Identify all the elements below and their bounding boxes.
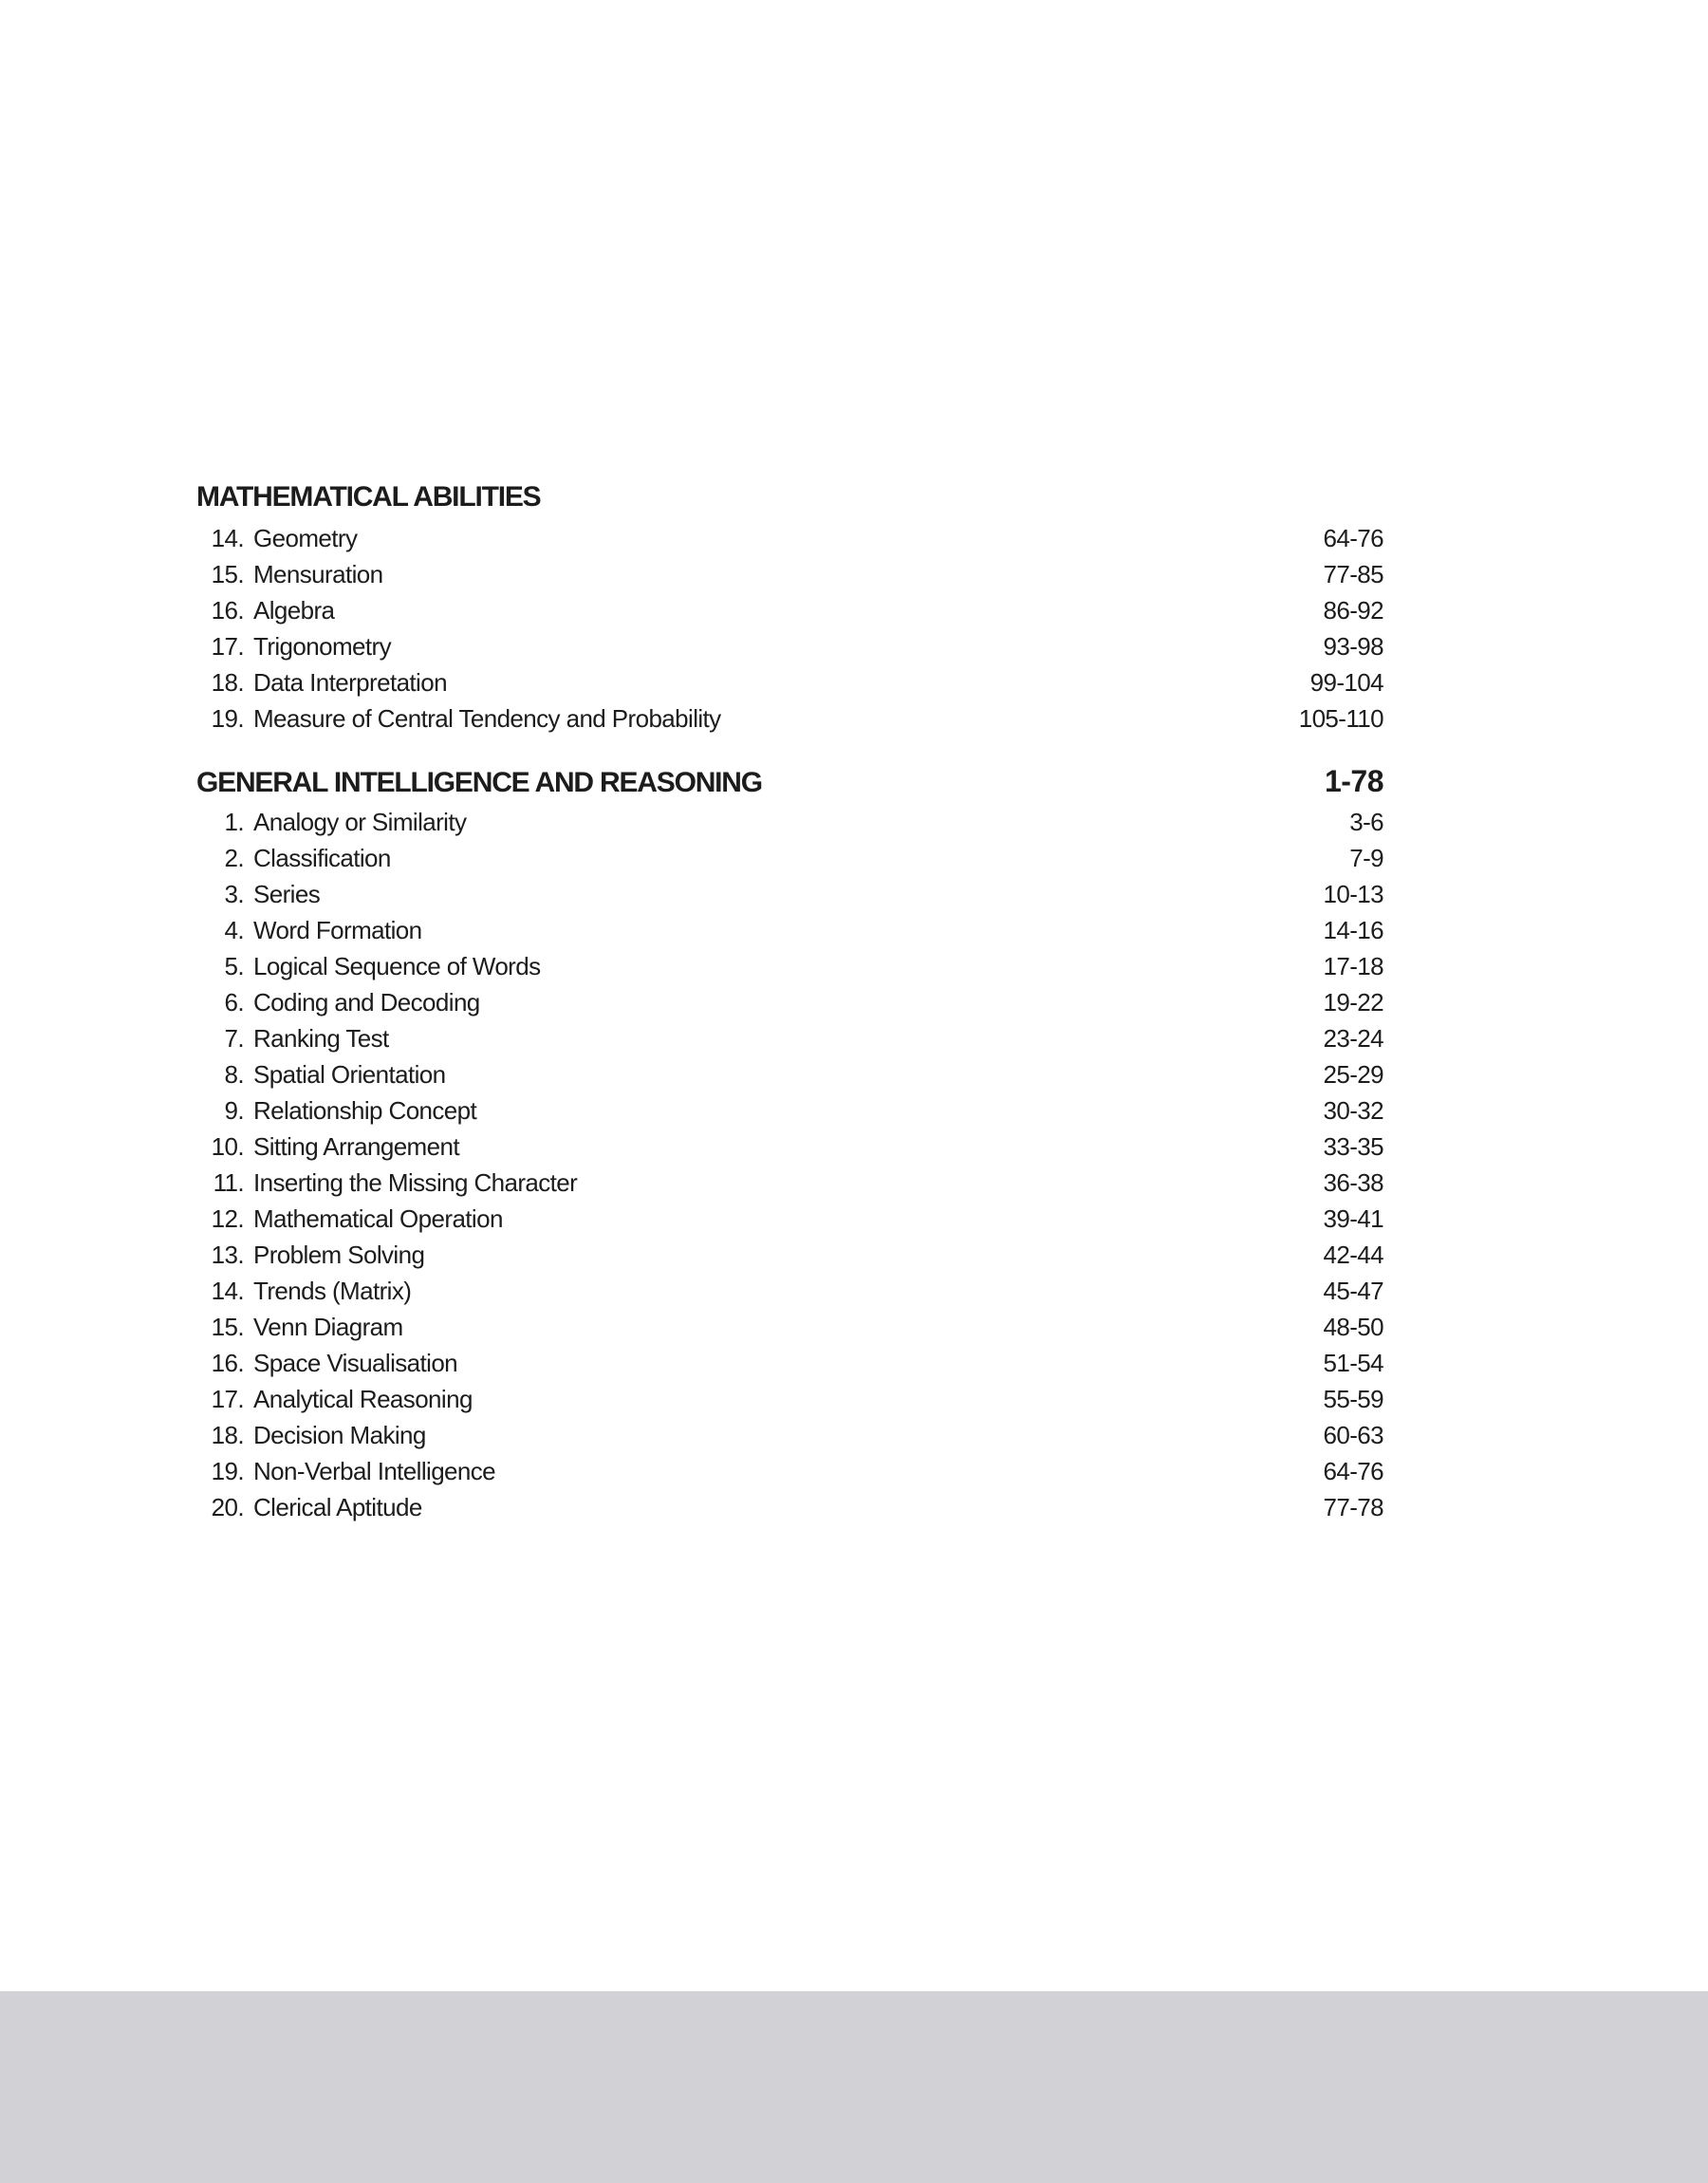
entry-page-range: 17-18 <box>1323 952 1383 980</box>
entry-page-range: 64-76 <box>1323 524 1383 552</box>
toc-entry <box>196 1237 1383 1273</box>
entry-title: Mathematical Operation <box>253 1204 503 1233</box>
entry-number: 7. <box>224 1024 244 1053</box>
entry-page-range: 55-59 <box>1323 1385 1383 1413</box>
section-page-range: 1-78 <box>1324 764 1383 798</box>
entry-number: 19. <box>211 704 244 733</box>
entry-page-range: 77-78 <box>1323 1493 1383 1521</box>
entry-page-range: 39-41 <box>1323 1204 1383 1233</box>
section-heading <box>196 475 1383 520</box>
entry-title: Sitting Arrangement <box>253 1132 459 1161</box>
entry-page-range: 99-104 <box>1309 668 1383 697</box>
entry-title: Data Interpretation <box>253 668 447 697</box>
entry-title: Trigonometry <box>253 632 391 661</box>
entry-title: Series <box>253 880 321 908</box>
entry-number: 17. <box>211 632 244 661</box>
entry-title: Problem Solving <box>253 1241 425 1269</box>
entry-page-range: 30-32 <box>1323 1096 1383 1125</box>
toc-entry <box>196 556 1383 592</box>
entry-title: Coding and Decoding <box>253 988 480 1017</box>
entry-number: 1. <box>224 808 244 836</box>
toc-entry <box>196 1273 1383 1309</box>
entry-page-range: 42-44 <box>1323 1241 1383 1269</box>
entry-number: 9. <box>224 1096 244 1125</box>
entry-page-range: 51-54 <box>1323 1349 1383 1377</box>
entry-number: 11. <box>213 1168 244 1197</box>
entry-title: Analytical Reasoning <box>253 1385 473 1413</box>
entry-page-range: 105-110 <box>1298 704 1383 733</box>
entry-number: 6. <box>224 988 244 1017</box>
entry-page-range: 93-98 <box>1323 632 1383 661</box>
toc-entry <box>196 520 1383 556</box>
toc-entry <box>196 1309 1383 1345</box>
entry-page-range: 45-47 <box>1323 1277 1383 1305</box>
entry-number: 15. <box>211 1313 244 1341</box>
toc-entry <box>196 1489 1383 1525</box>
entry-title: Ranking Test <box>253 1024 389 1053</box>
toc-entry <box>196 1417 1383 1453</box>
toc-entry <box>196 592 1383 628</box>
entry-title: Classification <box>253 844 391 872</box>
entry-number: 4. <box>224 916 244 944</box>
entry-page-range: 19-22 <box>1323 988 1383 1017</box>
entry-page-range: 3-6 <box>1349 808 1383 836</box>
entry-page-range: 10-13 <box>1323 880 1383 908</box>
entry-number: 20. <box>211 1493 244 1521</box>
entry-number: 2. <box>224 844 244 872</box>
entry-title: Measure of Central Tendency and Probability <box>253 704 721 733</box>
entry-title: Inserting the Missing Character <box>253 1168 578 1197</box>
toc-entry <box>196 1092 1383 1129</box>
entry-number: 18. <box>211 1421 244 1449</box>
toc-entry <box>196 1020 1383 1056</box>
toc-entry <box>196 1345 1383 1381</box>
entry-title: Logical Sequence of Words <box>253 952 541 980</box>
toc-entry <box>196 1453 1383 1489</box>
toc-entry <box>196 1129 1383 1165</box>
toc-entry <box>196 876 1383 912</box>
entry-number: 14. <box>211 524 244 552</box>
entry-page-range: 7-9 <box>1349 844 1383 872</box>
entry-title: Spatial Orientation <box>253 1060 446 1089</box>
entry-number: 13. <box>211 1241 244 1269</box>
footer-band <box>0 1991 1708 2183</box>
section-title: GENERAL INTELLIGENCE AND REASONING <box>196 767 762 798</box>
toc-entry <box>196 948 1383 984</box>
entry-title: Decision Making <box>253 1421 426 1449</box>
entry-page-range: 25-29 <box>1323 1060 1383 1089</box>
entry-number: 14. <box>211 1277 244 1305</box>
toc-entry <box>196 840 1383 876</box>
entry-number: 10. <box>211 1132 244 1161</box>
toc-entry <box>196 804 1383 840</box>
entry-number: 15. <box>211 560 244 588</box>
toc-entry <box>196 1201 1383 1237</box>
toc-entry <box>196 1165 1383 1201</box>
entry-number: 12. <box>211 1204 244 1233</box>
entry-page-range: 33-35 <box>1323 1132 1383 1161</box>
entry-title: Clerical Aptitude <box>253 1493 422 1521</box>
toc-list <box>196 804 1383 1525</box>
toc-entry <box>196 912 1383 948</box>
entry-page-range: 86-92 <box>1323 596 1383 625</box>
entry-number: 19. <box>211 1457 244 1485</box>
entry-page-range: 48-50 <box>1323 1313 1383 1341</box>
entry-title: Mensuration <box>253 560 383 588</box>
entry-page-range: 77-85 <box>1323 560 1383 588</box>
section-heading <box>196 758 1383 804</box>
entry-title: Space Visualisation <box>253 1349 458 1377</box>
entry-number: 5. <box>224 952 244 980</box>
toc-entry <box>196 1381 1383 1417</box>
entry-title: Non-Verbal Intelligence <box>253 1457 496 1485</box>
entry-page-range: 14-16 <box>1323 916 1383 944</box>
toc-entry <box>196 1056 1383 1092</box>
entry-number: 18. <box>211 668 244 697</box>
entry-page-range: 36-38 <box>1323 1168 1383 1197</box>
entry-page-range: 60-63 <box>1323 1421 1383 1449</box>
toc-section-general-intelligence <box>196 758 1383 1525</box>
entry-title: Trends (Matrix) <box>253 1277 412 1305</box>
entry-page-range: 23-24 <box>1323 1024 1383 1053</box>
entry-title: Relationship Concept <box>253 1096 477 1125</box>
entry-number: 16. <box>211 1349 244 1377</box>
entry-number: 17. <box>211 1385 244 1413</box>
entry-title: Geometry <box>253 524 358 552</box>
entry-page-range: 64-76 <box>1323 1457 1383 1485</box>
toc-entry <box>196 628 1383 664</box>
toc-entry <box>196 700 1383 737</box>
entry-number: 16. <box>211 596 244 625</box>
entry-title: Analogy or Similarity <box>253 808 467 836</box>
toc-section-mathematical-abilities <box>196 475 1383 737</box>
entry-title: Venn Diagram <box>253 1313 403 1341</box>
toc-entry <box>196 664 1383 700</box>
entry-number: 3. <box>224 880 244 908</box>
section-title: MATHEMATICAL ABILITIES <box>196 481 541 513</box>
entry-title: Word Formation <box>253 916 422 944</box>
toc-entry <box>196 984 1383 1020</box>
entry-number: 8. <box>224 1060 244 1089</box>
toc-list <box>196 520 1383 737</box>
entry-title: Algebra <box>253 596 335 625</box>
